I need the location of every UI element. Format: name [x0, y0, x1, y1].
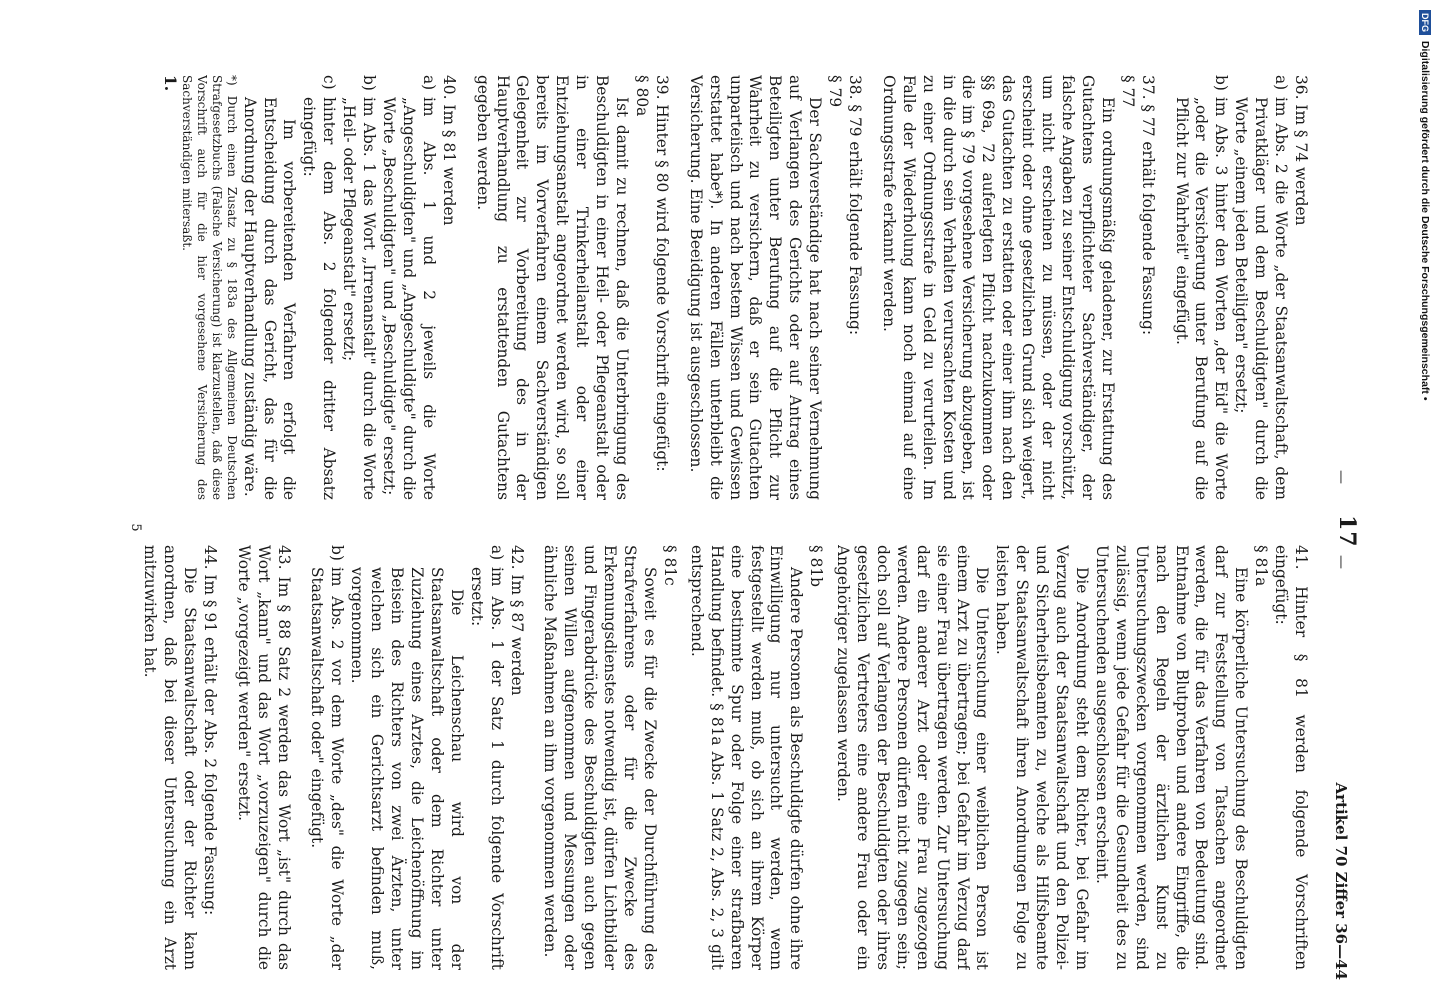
- item-36-a: [1230, 75, 1290, 500]
- item-42-a-marker: a): [487, 545, 506, 561]
- item-36-b-marker: b): [1212, 75, 1231, 91]
- item-44-title: 44. Im § 91 erhält der Abs. 2 folgende Fassung:: [200, 545, 219, 916]
- header-dash-left: —: [1333, 470, 1349, 484]
- section-81a-paragraph-3: Die Untersuchung einer weiblichen Person ist einem Arzt zu übertragen; bei Gefahr im Verzug darf sie einer Frau übertragen werden. Zur Untersuchung darf ein anderer Arzt oder eine Frau zugezogen werden. Andere Personen dürfen nicht zugegen sein; doch soll auf Verlangen der Beschuldigten oder ihres gesetzlichen Vertreters eine andere Frau oder ein Angehöriger zugelassen werden.: [834, 545, 992, 970]
- item-39-title: 39. Hinter § 80 wird folgende Vorschrift eingefügt:: [652, 75, 671, 472]
- running-head: Artikel 70 Ziffer 36—44: [1332, 782, 1350, 980]
- digitization-sidebar: [1418, 5, 1434, 995]
- section-81b-heading: § 81b: [807, 545, 826, 588]
- item-42-a: [466, 545, 506, 970]
- item-36-b: [1171, 75, 1231, 500]
- item-36-a-marker: a): [1272, 75, 1291, 91]
- item-40-c-text: hinter dem Abs. 2 folgender dritter Absatz eingefügt:: [300, 97, 339, 500]
- item-43-text: 43. Im § 88 Satz 2 werden das Wort „ist" durch das Wort „kann" und das Wort „vorzuzeigen" durch die Worte „vorgezeigt werden" ersetzt.: [234, 545, 293, 970]
- item-41-title: 41. Hinter § 81 werden folgende Vorschriften eingefügt:: [1272, 545, 1310, 970]
- header-dash-right: —: [1333, 555, 1349, 569]
- sheet-signature: 1.: [160, 75, 179, 92]
- item-42-b-text: im Abs. 2 vor dem Worte „des" die Worte „der Staatsanwaltschaft oder" eingefügt.: [308, 567, 347, 970]
- item-36-title: 36. Im § 74 werden: [1292, 75, 1310, 226]
- item-37-title: 37. § 77 erhält folgende Fassung:: [1138, 75, 1157, 336]
- sidebar-credit-text: Digitalisierung gefördert durch die Deutsche Forschungsgemeinschaft •: [1419, 40, 1431, 401]
- section-81c-heading: § 81c: [660, 545, 679, 586]
- item-40-b: [338, 75, 378, 500]
- item-40-a: [378, 75, 438, 500]
- item-38-title: 38. § 79 erhält folgende Fassung:: [845, 75, 864, 336]
- section-79-text: Der Sachverständige hat nach seiner Vernehmung auf Verlangen des Gerichts oder auf Antrag eines Beteiligten unter Berufung auf die Pflicht zur Wahrheit zu versichern, daß er sein Gutachten unparteiisch und nach bestem Wissen und Gewissen erstattet habe*). In anderen Fällen unterbleibt die Versicherung. Eine Beeidigung ist ausgeschlossen.: [686, 75, 825, 500]
- section-81a-paragraph-1: Eine körperliche Untersuchung des Beschuldigten darf zur Feststellung von Tatsachen angeordnet werden, die für das Verfahren von Bedeutung sind. Entnahme von Blutproben und andere Eingriffe, die nach den Regeln der ärztlichen Kunst zu Untersuchungszwecken vorgenommen werden, sind zulässig, wenn jede Gefahr für die Gesundheit des zu Untersuchenden ausgeschlossen erscheint.: [1092, 545, 1251, 970]
- item-36-a-text: im Abs. 2 die Worte „der Staatsanwaltschaft, dem Privatkläger und dem Beschuldigten" durch die Worte „einem jeden Beteiligten" ersetzt;: [1232, 97, 1291, 500]
- item-42-b: [307, 545, 347, 970]
- item-36-b-text: im Abs. 3 hinter den Worten „der Eid" die Worte „oder die Versicherung unter Berufung auf die Pflicht zur Wahrheit" eingefügt.: [1172, 97, 1231, 500]
- item-40-b-marker: b): [360, 75, 379, 91]
- dfg-logo-badge: DFG: [1419, 10, 1431, 35]
- page-number: 17: [1334, 515, 1360, 548]
- item-42-a-new-sentence: Die Leichenschau wird von der Staatsanwaltschaft oder dem Richter unter Zuziehung eines Arztes, die Leichenöffnung im Beisein des Richters von zwei Ärzten, unter welchen sich ein Gerichtsarzt befinden muß, vorgenommen.: [348, 567, 466, 970]
- item-40-c: [299, 75, 339, 500]
- right-column: [120, 545, 1310, 970]
- section-81b-text: Andere Personen als Beschuldigte dürfen ohne ihre Einwilligung nur untersucht werden, wenn festgestellt werden muß, ob sich an ihrem Körper eine bestimmte Spur oder Folge einer strafbaren Handlung befindet. § 81a Abs. 1 Satz 2, Abs. 2, 3 gilt entsprechend.: [687, 545, 806, 970]
- bottom-sheet-number: 5: [128, 523, 143, 532]
- sidebar-credit: [1419, 10, 1431, 1000]
- item-40-c-marker: c): [320, 75, 339, 90]
- item-44-text: Die Staatsanwaltschaft oder der Richter kann anordnen, daß bei dieser Untersuchung ein Arzt mitzuwirken hat.: [141, 545, 199, 970]
- item-42-a-text: im Abs. 1 der Satz 1 durch folgende Vorschrift ersetzt:: [467, 567, 506, 970]
- item-42-b-marker: b): [328, 545, 347, 561]
- item-40-c-inserted-paragraph: Im vorbereitenden Verfahren erfolgt die Entscheidung durch das Gericht, das für die Anordnung der Hauptverhandlung zuständig wäre.: [240, 97, 299, 500]
- rotated-page-content: [100, 75, 1360, 980]
- item-40-a-text: im Abs. 1 und 2 jeweils die Worte „Angeschuldigten" und „Angeschuldigte" durch die Worte „Beschuldigten" und „Beschuldigte" ersetzt;: [380, 97, 438, 500]
- item-40-b-text: im Abs. 1 das Wort „Irrenanstalt" durch die Worte „Heil- oder Pflegeanstalt" ersetzt;: [340, 97, 379, 500]
- section-80a-text: Ist damit zu rechnen, daß die Unterbringung des Beschuldigten in einer Heil- oder Pflegeanstalt oder in einer Trinkerheilanstalt oder einer Entziehungsanstalt angeordnet werden wird, so soll bereits im Vorverfahren einem Sachverständigen Gelegenheit zur Vorbereitung des in der Hauptverhandlung zu erstattenden Gutachtens gegeben werden.: [473, 75, 631, 500]
- item-40-a-marker: a): [419, 75, 438, 91]
- section-77-text: Ein ordnungsmäßig geladener, zur Erstattung des Gutachtens verpflichteter Sachverständiger, der falsche Angaben zu seiner Entschuldigung vorschützt, um nicht erscheinen zu müssen, oder der nicht erscheint oder ohne gesetzlichen Grund sich weigert, das Gutachten zu erstatten oder einer ihm nach den §§ 69a, 72 auferlegten Pflicht nachzukommen oder die im § 79 vorgesehene Versicherung abzugeben, ist in die durch sein Verhalten verursachten Kosten und zu einer Ordnungsstrafe in Geld zu verurteilen. Im Falle der Wiederholung kann noch einmal auf eine Ordnungsstrafe erkannt werden.: [879, 75, 1117, 500]
- item-40-title: 40. Im § 81 werden: [439, 75, 458, 226]
- section-80a-heading: § 80a: [632, 75, 651, 117]
- section-81c-text: Soweit es für die Zwecke der Durchführung des Strafverfahrens oder für die Zwecke des Erkennungsdienstes notwendig ist, dürfen Lichtbilder und Fingerabdrücke des Beschuldigten auch gegen seinen Willen aufgenommen und Messungen oder ähnliche Maßnahmen an ihm vorgenommen werden.: [541, 545, 659, 970]
- section-79-heading: § 79: [826, 75, 845, 108]
- page-header: [1326, 75, 1360, 980]
- section-81a-paragraph-2: Die Anordnung steht dem Richter, bei Gefahr im Verzug auch der Staatsanwaltschaft und den Polizei- und Sicherheitsbeamten zu, welche als Hilfsbeamte der Staatsanwaltschaft ihren Anordnungen Folge zu leisten haben.: [993, 545, 1092, 970]
- section-81a-heading: § 81a: [1252, 545, 1271, 587]
- section-77-heading: § 77: [1118, 75, 1137, 108]
- item-42-title: 42. Im § 87 werden: [507, 545, 526, 696]
- left-column: [120, 75, 1310, 500]
- footnote: *) Durch einen Zusatz zu § 183a des Allgemeinen Deutschen Strafgesetzbuchs (Falsche Versicherung) ist klarzustellen, daß diese Vorschrift auch für die hier vorgesehene Versicherung des Sachverständigen mitersaßt.: [179, 75, 239, 500]
